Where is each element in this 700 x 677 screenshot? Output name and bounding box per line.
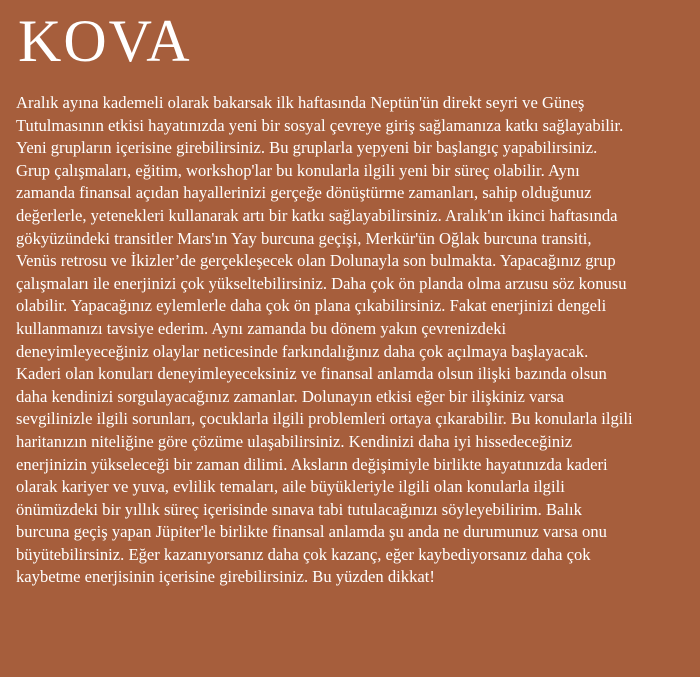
body-line: çalışmaları ile enerjinizi çok yükseltebilirsiniz. Daha çok ön planda olma arzusu söz konusu xyxy=(16,273,627,293)
body-line: gökyüzündeki transitler Mars'ın Yay burcuna geçişi, Merkür'ün Oğlak burcuna transiti, xyxy=(16,228,592,248)
body-line: sevgilinizle ilgili sorunları, çocuklarla ilgili problemleri ortaya çıkarabilir. Bu konularla ilgili xyxy=(16,409,633,429)
body-line: olarak kariyer ve yuva, evlilik temaları, aile büyükleriyle ilgili olan konularla ilgili xyxy=(16,477,565,497)
body-line: Venüs retrosu ve İkizler’de gerçekleşecek olan Dolunayla son bulmakta. Yapacağınız grup xyxy=(16,251,616,271)
body-line: enerjinizin yükseleceği bir zaman dilimi. Aksların değişimiyle birlikte hayatınızda kaderi xyxy=(16,454,608,474)
body-line: değerlerle, yetenekleri kullanarak artı bir katkı sağlayabilirsiniz. Aralık'ın ikinci haftasında xyxy=(16,205,618,225)
body-line: kaybetme enerjisinin içerisine girebilirsiniz. Bu yüzden dikkat! xyxy=(16,567,435,587)
body-line: zamanda finansal açıdan hayallerinizi gerçeğe dönüştürme zamanları, sahip olduğunuz xyxy=(16,183,592,203)
body-line: haritanızın niteliğine göre çözüme ulaşabilirsiniz. Kendinizi daha iyi hissedeceğiniz xyxy=(16,431,573,451)
body-line: olabilir. Yapacağınız eylemlerle daha çok ön plana çıkabilirsiniz. Fakat enerjinizi dengeli xyxy=(16,296,607,316)
body-line: kullanmanızı tavsiye ederim. Aynı zamanda bu dönem yakın çevrenizdeki xyxy=(16,318,507,338)
body-line: Yeni grupların içerisine girebilirsiniz. Bu gruplarla yepyeni bir başlangıç yapabilirsiniz. xyxy=(16,138,598,158)
body-line: Tutulmasının etkisi hayatınızda yeni bir sosyal çevreye giriş sağlamanıza katkı sağlayabilir. xyxy=(16,115,624,135)
page-title: KOVA xyxy=(18,8,192,74)
body-line: önümüzdeki bir yıllık süreç içerisinde sınava tabi tutulacağınızı söyleyebilirim. Balık xyxy=(16,499,582,519)
body-line: burcuna geçiş yapan Jüpiter'le birlikte finansal anlamda şu anda ne durumunuz varsa onu xyxy=(16,522,607,542)
body-line: Aralık ayına kademeli olarak bakarsak ilk haftasında Neptün'ün direkt seyri ve Güneş xyxy=(16,93,585,112)
body-line: daha kendinizi sorgulayacağınız zamanlar. Dolunayın etkisi eğer bir ilişkiniz varsa xyxy=(16,386,565,406)
body-line: deneyimleyeceğiniz olaylar neticesinde farkındalığınız daha çok açılmaya başlayacak. xyxy=(16,341,589,361)
horoscope-body xyxy=(16,92,686,589)
body-line: Grup çalışmaları, eğitim, workshop'lar bu konularla ilgili yeni bir süreç olabilir. Aynı xyxy=(16,160,580,180)
body-line: büyütebilirsiniz. Eğer kazanıyorsanız daha çok kazanç, eğer kaybediyorsanız daha çok xyxy=(16,544,591,564)
body-line: Kaderi olan konuları deneyimleyeceksiniz ve finansal anlamda olsun ilişki bazında olsun xyxy=(16,364,607,384)
